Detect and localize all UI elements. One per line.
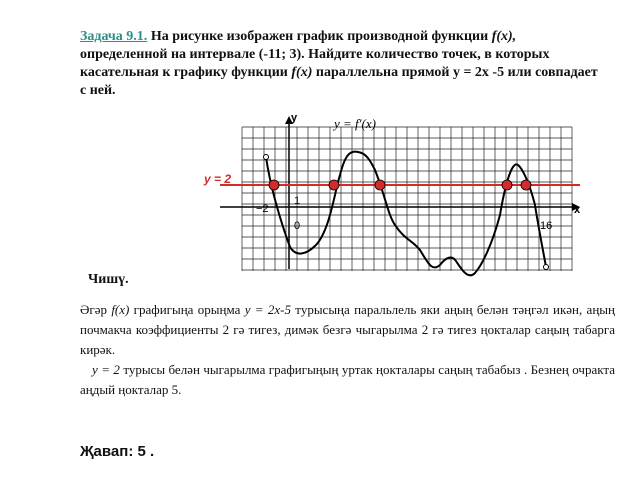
solution-title: Чишү. [88,272,129,287]
endpoint-right [544,265,549,270]
solution-paragraph-2 [80,360,615,400]
problem-fx-2: f(x) [291,65,313,80]
line-label: y = 2 [204,172,232,186]
intersection-point-1 [269,180,279,190]
problem-text-2: определенной на интервале (-11; 3). Найдите количество точек, в которых касательная к графику функции [80,47,550,80]
solution-text-if: Әгәр [80,302,112,317]
solution-text [80,300,615,400]
problem-statement [80,28,600,100]
intersection-point-4 [502,180,512,190]
function-label: y = f′(x) [334,116,376,131]
task-label[interactable]: Задача 9.1. [80,29,148,44]
tick-label-1: 1 [294,195,301,207]
solution-equation: y = 2x-5 [244,302,291,317]
y-axis-label: y [291,112,298,124]
x-axis-label: x [574,204,581,216]
problem-text-3: параллельна прямой [312,65,453,80]
solution-line-equation: y = 2 [92,362,120,377]
problem-text-1: На рисунке изображен график производной функции [147,29,492,44]
tick-label-neg2: −2 [256,203,269,215]
problem-equation: y = 2x -5 [452,65,505,80]
derivative-graph [200,105,600,280]
tick-label-0: 0 [294,220,301,232]
solution-text-tangent: графигыңа орыңма [129,302,245,317]
intersection-point-3 [375,180,385,190]
solution-fx: f(x) [111,302,130,317]
endpoint-left [264,155,269,160]
problem-text-4: или совпадает с ней. [80,65,598,98]
solution-text-count: турысы белән чыгарылма графигыңың уртак ңокталары саңың табабыз . Безнең очракта аңдый ңокталар 5. [80,362,615,397]
answer: Җавап: 5 . [80,443,155,460]
problem-fx: f(x), [491,29,517,44]
tick-label-16: 16 [540,220,553,232]
solution-text-parallel: турысыңа паральлель яки аңың белән тәңгәл икән, аңың почмакча коэффициенты 2 гә тигез, димәк безгә чыгарылма 2 гә тигез ңокталар саңың табарга кирәк. [80,302,615,357]
intersection-point-5 [521,180,531,190]
solution-paragraph-1 [80,300,615,360]
intersection-point-2 [329,180,339,190]
